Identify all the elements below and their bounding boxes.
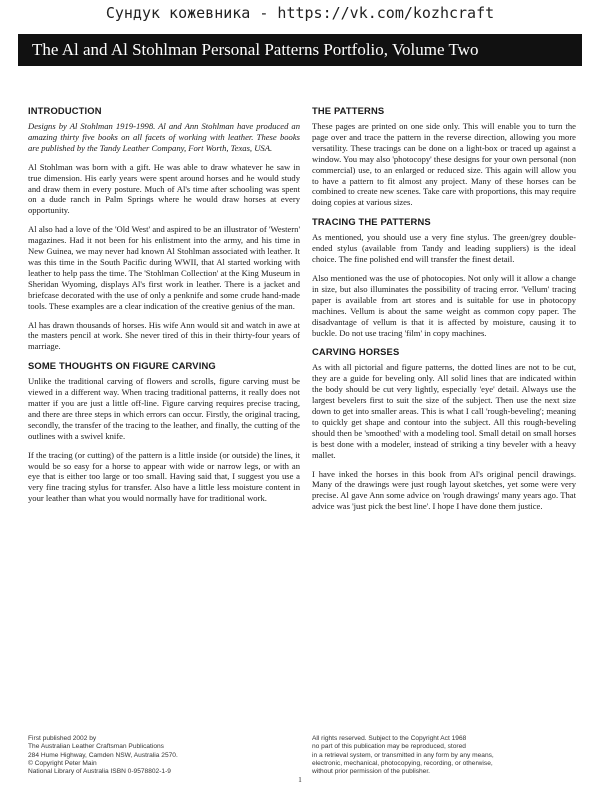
paragraph: If the tracing (or cutting) of the pattern is a little inside (or outside) the lines, it would be so easy for a horse to appear with wide or narrow legs, or with an eye that is either too large or too small. Having said that, I suggest you use a very fine tracing stylus for transfer. Also have a little less moisture content in your leather than what you would normally have for traditional work. xyxy=(28,449,300,504)
left-column xyxy=(28,105,300,512)
page-number: 1 xyxy=(298,776,302,784)
heading-tracing-patterns: TRACING THE PATTERNS xyxy=(312,216,431,228)
paragraph: As with all pictorial and figure patterns, the dotted lines are not to be cut, they are a guide for beveling only. All solid lines that are indicated within the body should be cut very lightly, especially 'eye' detail. Always use the largest bevelers first to suit the size of the subject. Then use the next size down to get into smaller areas. This is what I call 'rough-beveling'; meaning to quickly get shape and contour into the subject. All this rough-beveling should then be 'smoothed' with a modeling tool. Small detail on small horses is best done with a modeler, instead of striking a tiny beveler with a heavy mallet. xyxy=(312,362,576,460)
copyright-line: no part of this publication may be reproduced, stored xyxy=(312,743,466,751)
copyright-line: without prior permission of the publisher. xyxy=(312,768,431,776)
paragraph: Al Stohlman was born with a gift. He was able to draw whatever he saw in true dimension. His early years were spent around horses and he would study and draw them in every posture. Much of Al's time after schooling was spent on a dude ranch in Palm Springs where he would draw horses at every opportunity. xyxy=(28,161,300,216)
publisher-line: 284 Hume Highway, Camden NSW, Australia 2570. xyxy=(28,751,178,759)
publisher-line: National Library of Australia ISBN 0-9578802-1-9 xyxy=(28,768,171,776)
copyright-line: electronic, mechanical, photocopying, recording, or otherwise, xyxy=(312,759,493,767)
copyright-notice xyxy=(312,735,572,776)
heading-figure-carving: SOME THOUGHTS ON FIGURE CARVING xyxy=(28,360,216,372)
copyright-line: in a retrieval system, or transmitted in any form by any means, xyxy=(312,751,494,759)
paragraph: Also mentioned was the use of photocopies. Not only will it allow a change in size, but also illuminates the possibility of tracing error. 'Vellum' tracing paper is available from art stores and is suitable for use in photocopy machines. Vellum is about the same weight as common copy paper. The disadvantage of vellum is that it is affected by moisture, causing it to buckle. Do not use tracing 'film' in copy machines. xyxy=(312,272,576,338)
watermark-text: Сундук кожевника - https://vk.com/kozhcraft xyxy=(105,4,495,22)
copyright-line: All rights reserved. Subject to the Copyright Act 1968 xyxy=(312,735,467,742)
paragraph: I have inked the horses in this book from Al's original pencil drawings. Many of the drawings were just rough layout sketches, yet some were very precise. Al gave Ann some advice on 'rough drawings' many years ago. That advice was 'just pick the best line'. I hope I have done them justice. xyxy=(312,468,576,512)
paragraph: Al has drawn thousands of horses. His wife Ann would sit and watch in awe at the masters pencil at work. She never tired of this in their thirty-four years of marriage. xyxy=(28,319,300,352)
intro-italic-paragraph: Designs by Al Stohlman 1919-1998. Al and Ann Stohlman have produced an amazing thirty five books on all facets of working with leather. These books are published by the Tandy Leather Company, Fort Worth, Texas, USA. xyxy=(28,121,300,153)
publisher-info xyxy=(28,735,278,776)
paragraph: These pages are printed on one side only. This will enable you to turn the page over and trace the pattern in the reverse direction, allowing you more versatility. These tracings can be done on a light-box or traced up against a window. You may also 'photocopy' these designs for your own personal (non commercial) use, to an enlarged or reduced size. This again will allow you to have a pattern to fit almost any project. Many of these horses can be combined to create new scenes. Take care with proportions, this may require doing copies at various sizes. xyxy=(312,121,576,208)
page-title-banner: The Al and Al Stohlman Personal Patterns Portfolio, Volume Two xyxy=(18,34,582,66)
paragraph: Unlike the traditional carving of flowers and scrolls, figure carving must be viewed in a different way. When tracing traditional patterns, it really does not matter if you are just a little off-line. Figure carving requires precise tracing, and there are three steps in which errors can occur. Firstly, the original tracing, secondly, the transfer of the tracing to the leather, and finally, the cutting of the outlines with a swivel knife. xyxy=(28,376,300,441)
paragraph: As mentioned, you should use a very fine stylus. The green/grey double-ended stylus (available from Tandy and leading suppliers) is the ideal choice. The fine polished end will transfer the finest detail. xyxy=(312,232,576,265)
publisher-line: The Australian Leather Craftsman Publications xyxy=(28,743,164,751)
publisher-line: © Copyright Peter Main xyxy=(28,759,97,767)
publisher-line: First published 2002 by xyxy=(28,735,97,742)
heading-introduction: INTRODUCTION xyxy=(28,105,102,116)
paragraph: Al also had a love of the 'Old West' and aspired to be an illustrator of 'Western' magazines. Had it not been for his enlistment into the army, and his time in New Guinea, we may never had known Al Stohlman associated with leather. It was this time in the South Pacific during WWII, that Al started working with leather to help pass the time. The 'Stohlman Collection' at the King Museum in Sheridan Wyoming, displays Al's first work in leather. There is a jacket and briefcase decorated with the use of only a penknife and some crude hand-made tools. These examples are a clear indication of the creative genius of the man. xyxy=(28,224,300,311)
heading-the-patterns: THE PATTERNS xyxy=(312,105,385,116)
right-column xyxy=(312,105,576,520)
heading-carving-horses: CARVING HORSES xyxy=(312,346,400,358)
